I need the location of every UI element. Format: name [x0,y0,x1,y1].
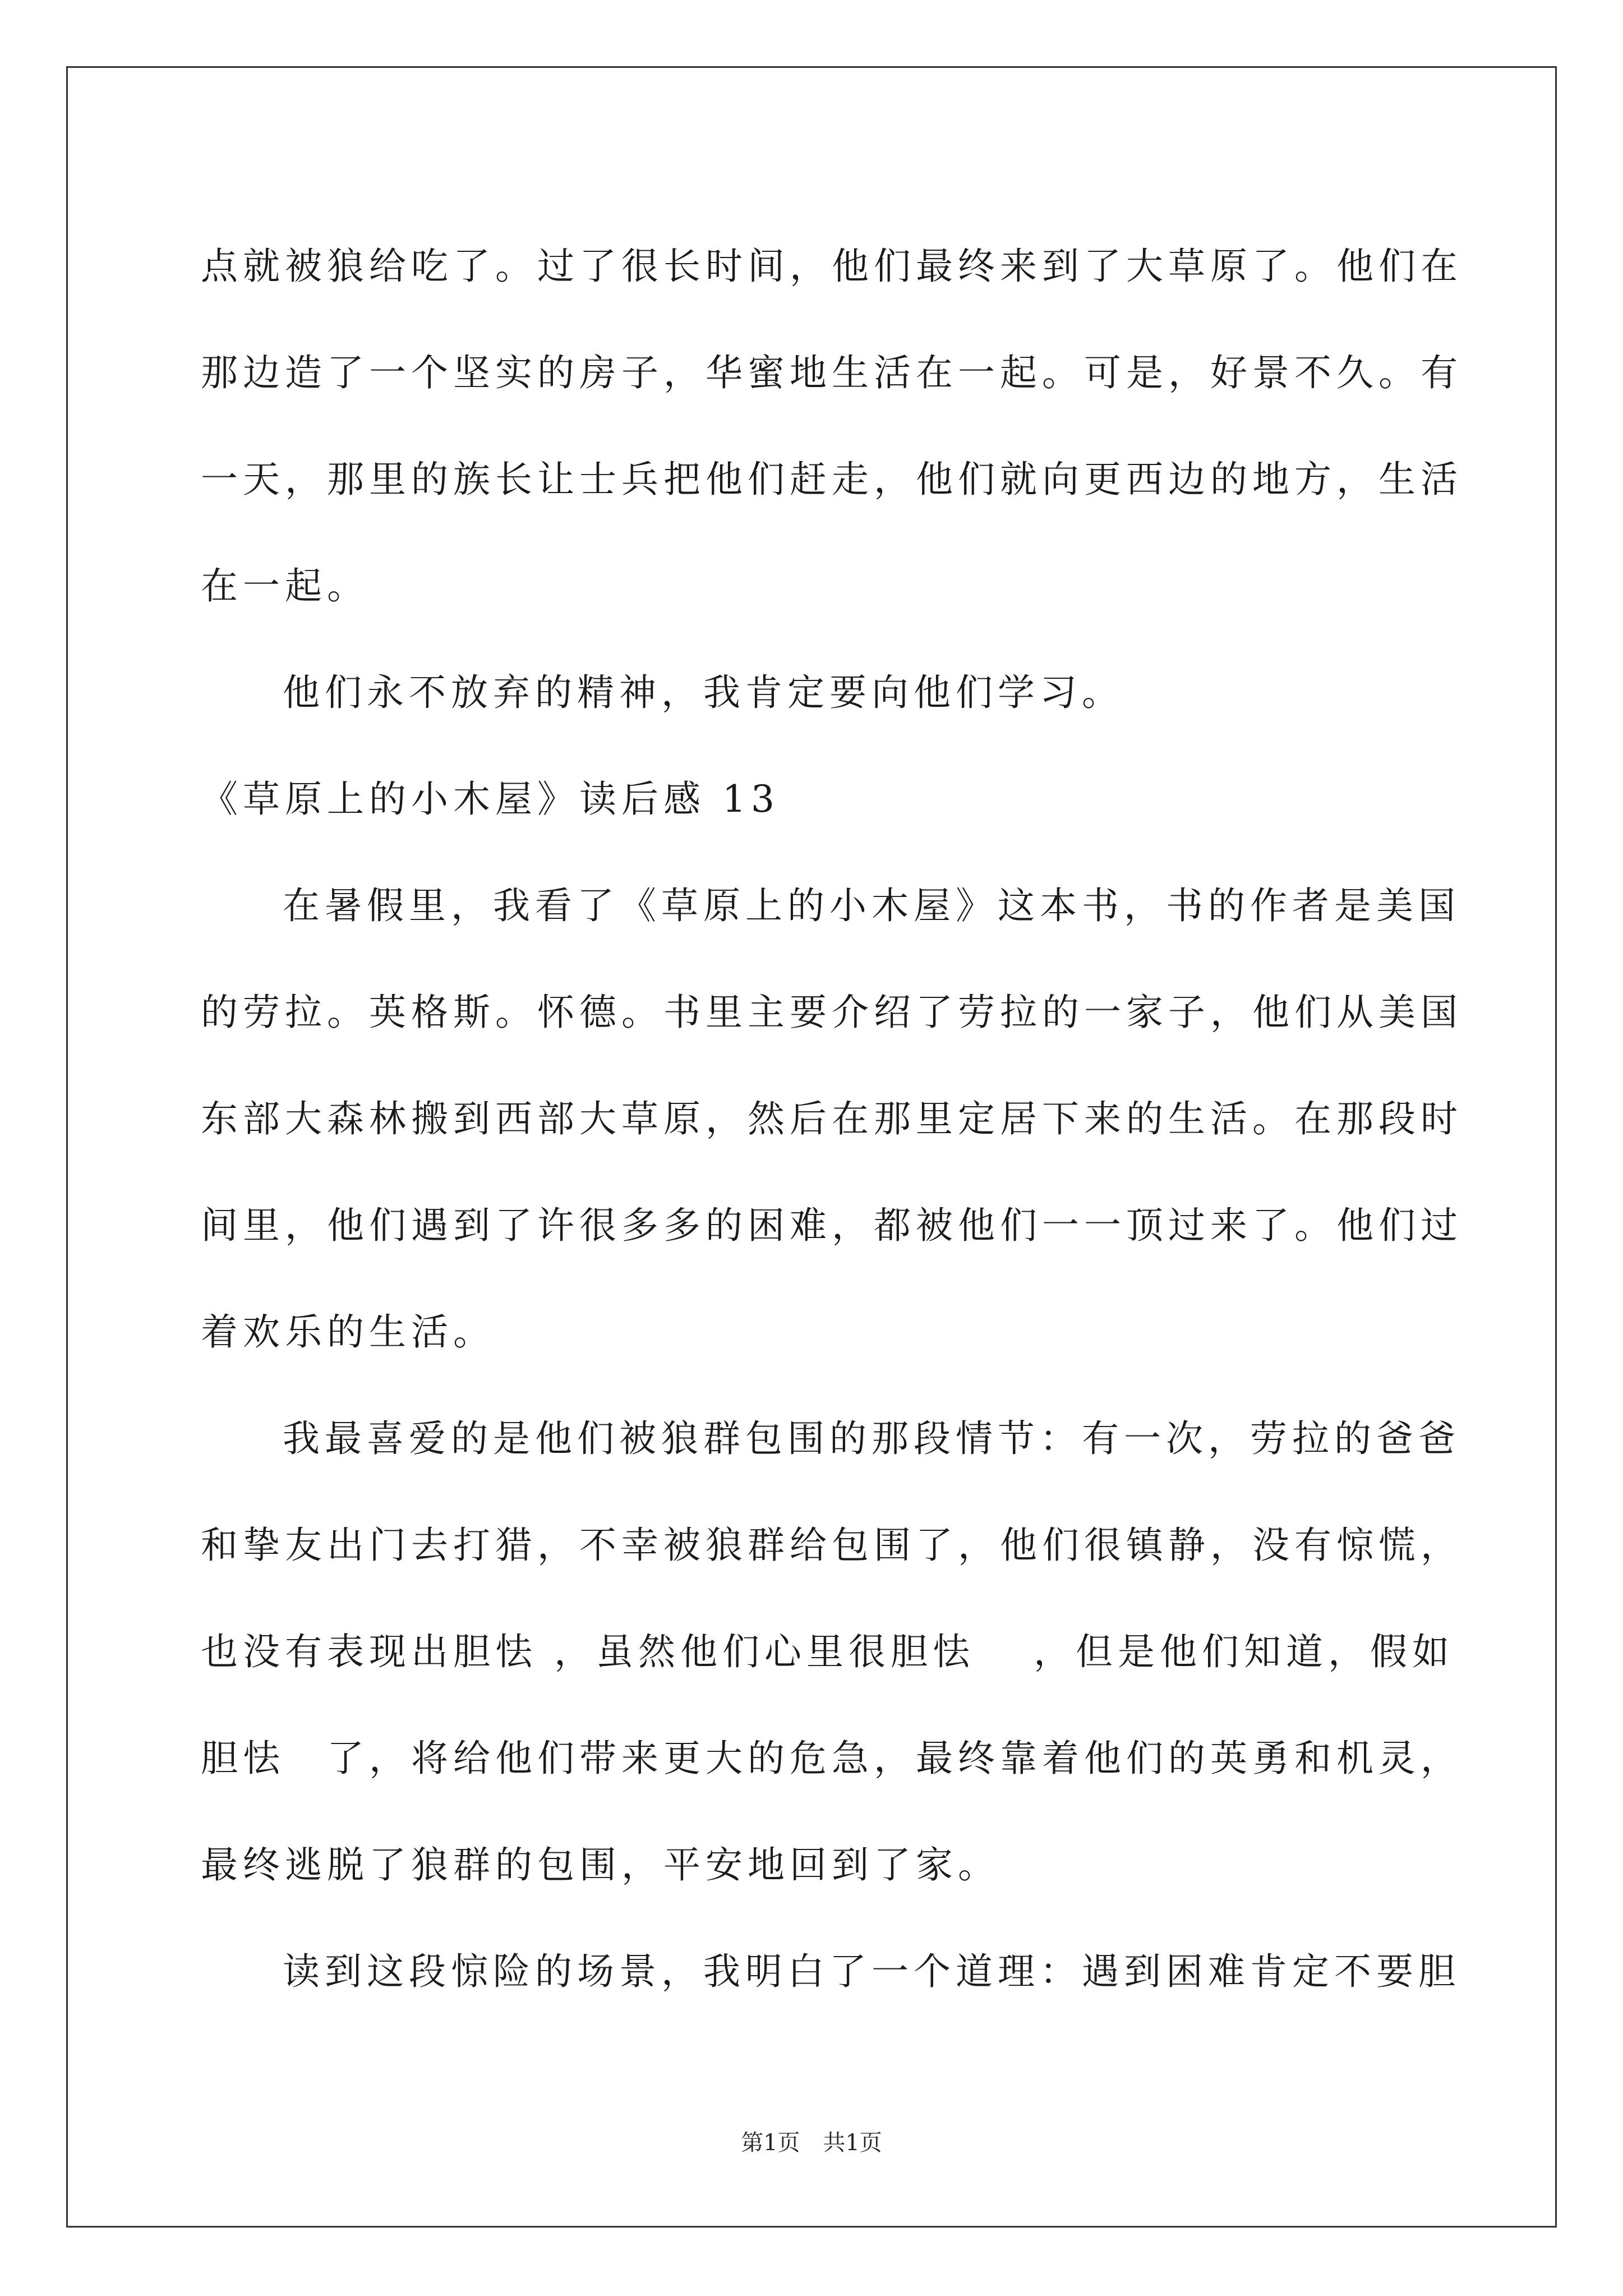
text-line: 也没有表现出胆怯 ，虽然他们心里很胆怯 ，但是他们知道，假如 [201,1630,1454,1673]
text-line: 间里，他们遇到了许很多多的困难，都被他们一一顶过来了。他们过 [201,1204,1463,1247]
page-total: 共1页 [823,2130,882,2156]
text-line: 的劳拉。英格斯。怀德。书里主要介绍了劳拉的一家子，他们从美国 [201,991,1463,1034]
text-line: 东部大森林搬到西部大草原，然后在那里定居下来的生活。在那段时 [201,1097,1463,1140]
page-number: 第1页 [741,2130,800,2156]
paragraph-start-line: 他们永不放弃的精神，我肯定要向他们学习。 [283,671,1124,714]
paragraph-start-line: 读到这段惊险的场景，我明白了一个道理：遇到困难肯定不要胆 [283,1950,1460,1993]
document-body [201,213,1463,2025]
paragraph-start-line: 在暑假里，我看了《草原上的小木屋》这本书，书的作者是美国 [283,884,1460,927]
text-line: 和挚友出门去打猎，不幸被狼群给包围了，他们很镇静，没有惊慌， [201,1524,1463,1567]
text-line: 着欢乐的生活。 [201,1310,495,1354]
paragraph-start-line: 我最喜爱的是他们被狼群包围的那段情节：有一次，劳拉的爸爸 [283,1417,1460,1460]
page-footer [0,2125,1623,2157]
text-line: 在一起。 [201,564,369,608]
text-line: 一天，那里的族长让士兵把他们赶走，他们就向更西边的地方，生活 [201,458,1463,501]
text-line: 那边造了一个坚实的房子，华蜜地生活在一起。可是，好景不久。有 [201,351,1463,394]
text-line: 最终逃脱了狼群的包围，平安地回到了家。 [201,1843,1000,1887]
text-line: 胆怯 了，将给他们带来更大的危急，最终靠着他们的英勇和机灵， [201,1737,1463,1780]
text-line: 点就被狼给吃了。过了很长时间，他们最终来到了大草原了。他们在 [201,245,1463,288]
section-heading: 《草原上的小木屋》读后感 13 [201,777,780,821]
